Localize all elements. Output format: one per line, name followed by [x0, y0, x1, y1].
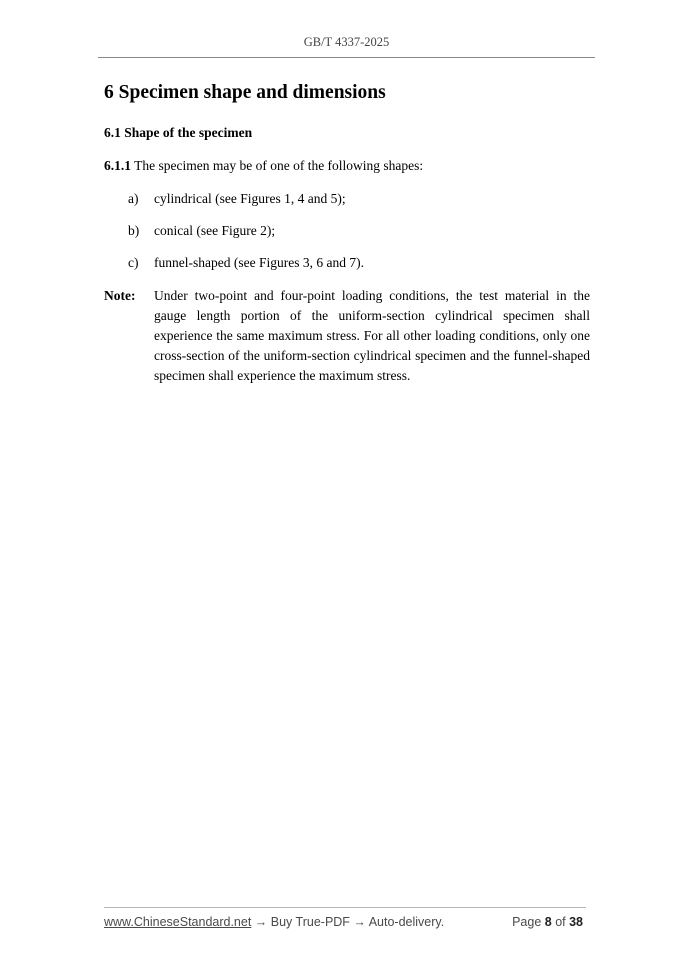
page-total: 38	[569, 915, 583, 929]
page-of: of	[551, 915, 570, 929]
subsection-heading: 6.1 Shape of the specimen	[104, 125, 253, 140]
list-text: funnel-shaped (see Figures 3, 6 and 7).	[154, 255, 364, 270]
list-marker: c)	[128, 255, 139, 270]
section-heading: 6 Specimen shape and dimensions	[104, 82, 386, 103]
note-block	[104, 286, 590, 386]
list-text: conical (see Figure 2);	[154, 223, 276, 238]
note-label: Note:	[104, 288, 136, 303]
list-marker: a)	[128, 191, 139, 206]
page-footer	[104, 915, 586, 929]
footer-promo: → Buy True-PDF → Auto-delivery.	[251, 915, 445, 929]
page-current: 8	[544, 915, 552, 929]
footer-divider	[104, 907, 586, 908]
page-header: GB/T 4337-2025	[303, 35, 390, 49]
clause-paragraph	[104, 158, 594, 174]
header-divider	[98, 57, 595, 58]
clause-number: 6.1.1	[104, 158, 131, 173]
list-text: cylindrical (see Figures 1, 4 and 5);	[154, 191, 346, 206]
site-link[interactable]: www.ChineseStandard.net	[104, 915, 252, 929]
list-item	[128, 191, 346, 207]
list-item	[128, 255, 364, 271]
page-word: Page	[512, 915, 545, 929]
page-indicator	[512, 915, 583, 929]
note-text: Under two-point and four-point loading conditions, the test material in the gauge length portion of the uniform-section cylindrical specimen shall experience the same maximum stress. For all other loading conditions, only one cross-section of the uniform-section cylindrical specimen and the funnel-shaped specimen shall experience the maximum stress.	[154, 288, 590, 383]
list-item	[128, 223, 275, 239]
list-marker: b)	[128, 223, 140, 238]
clause-text: The specimen may be of one of the following shapes:	[131, 158, 424, 173]
